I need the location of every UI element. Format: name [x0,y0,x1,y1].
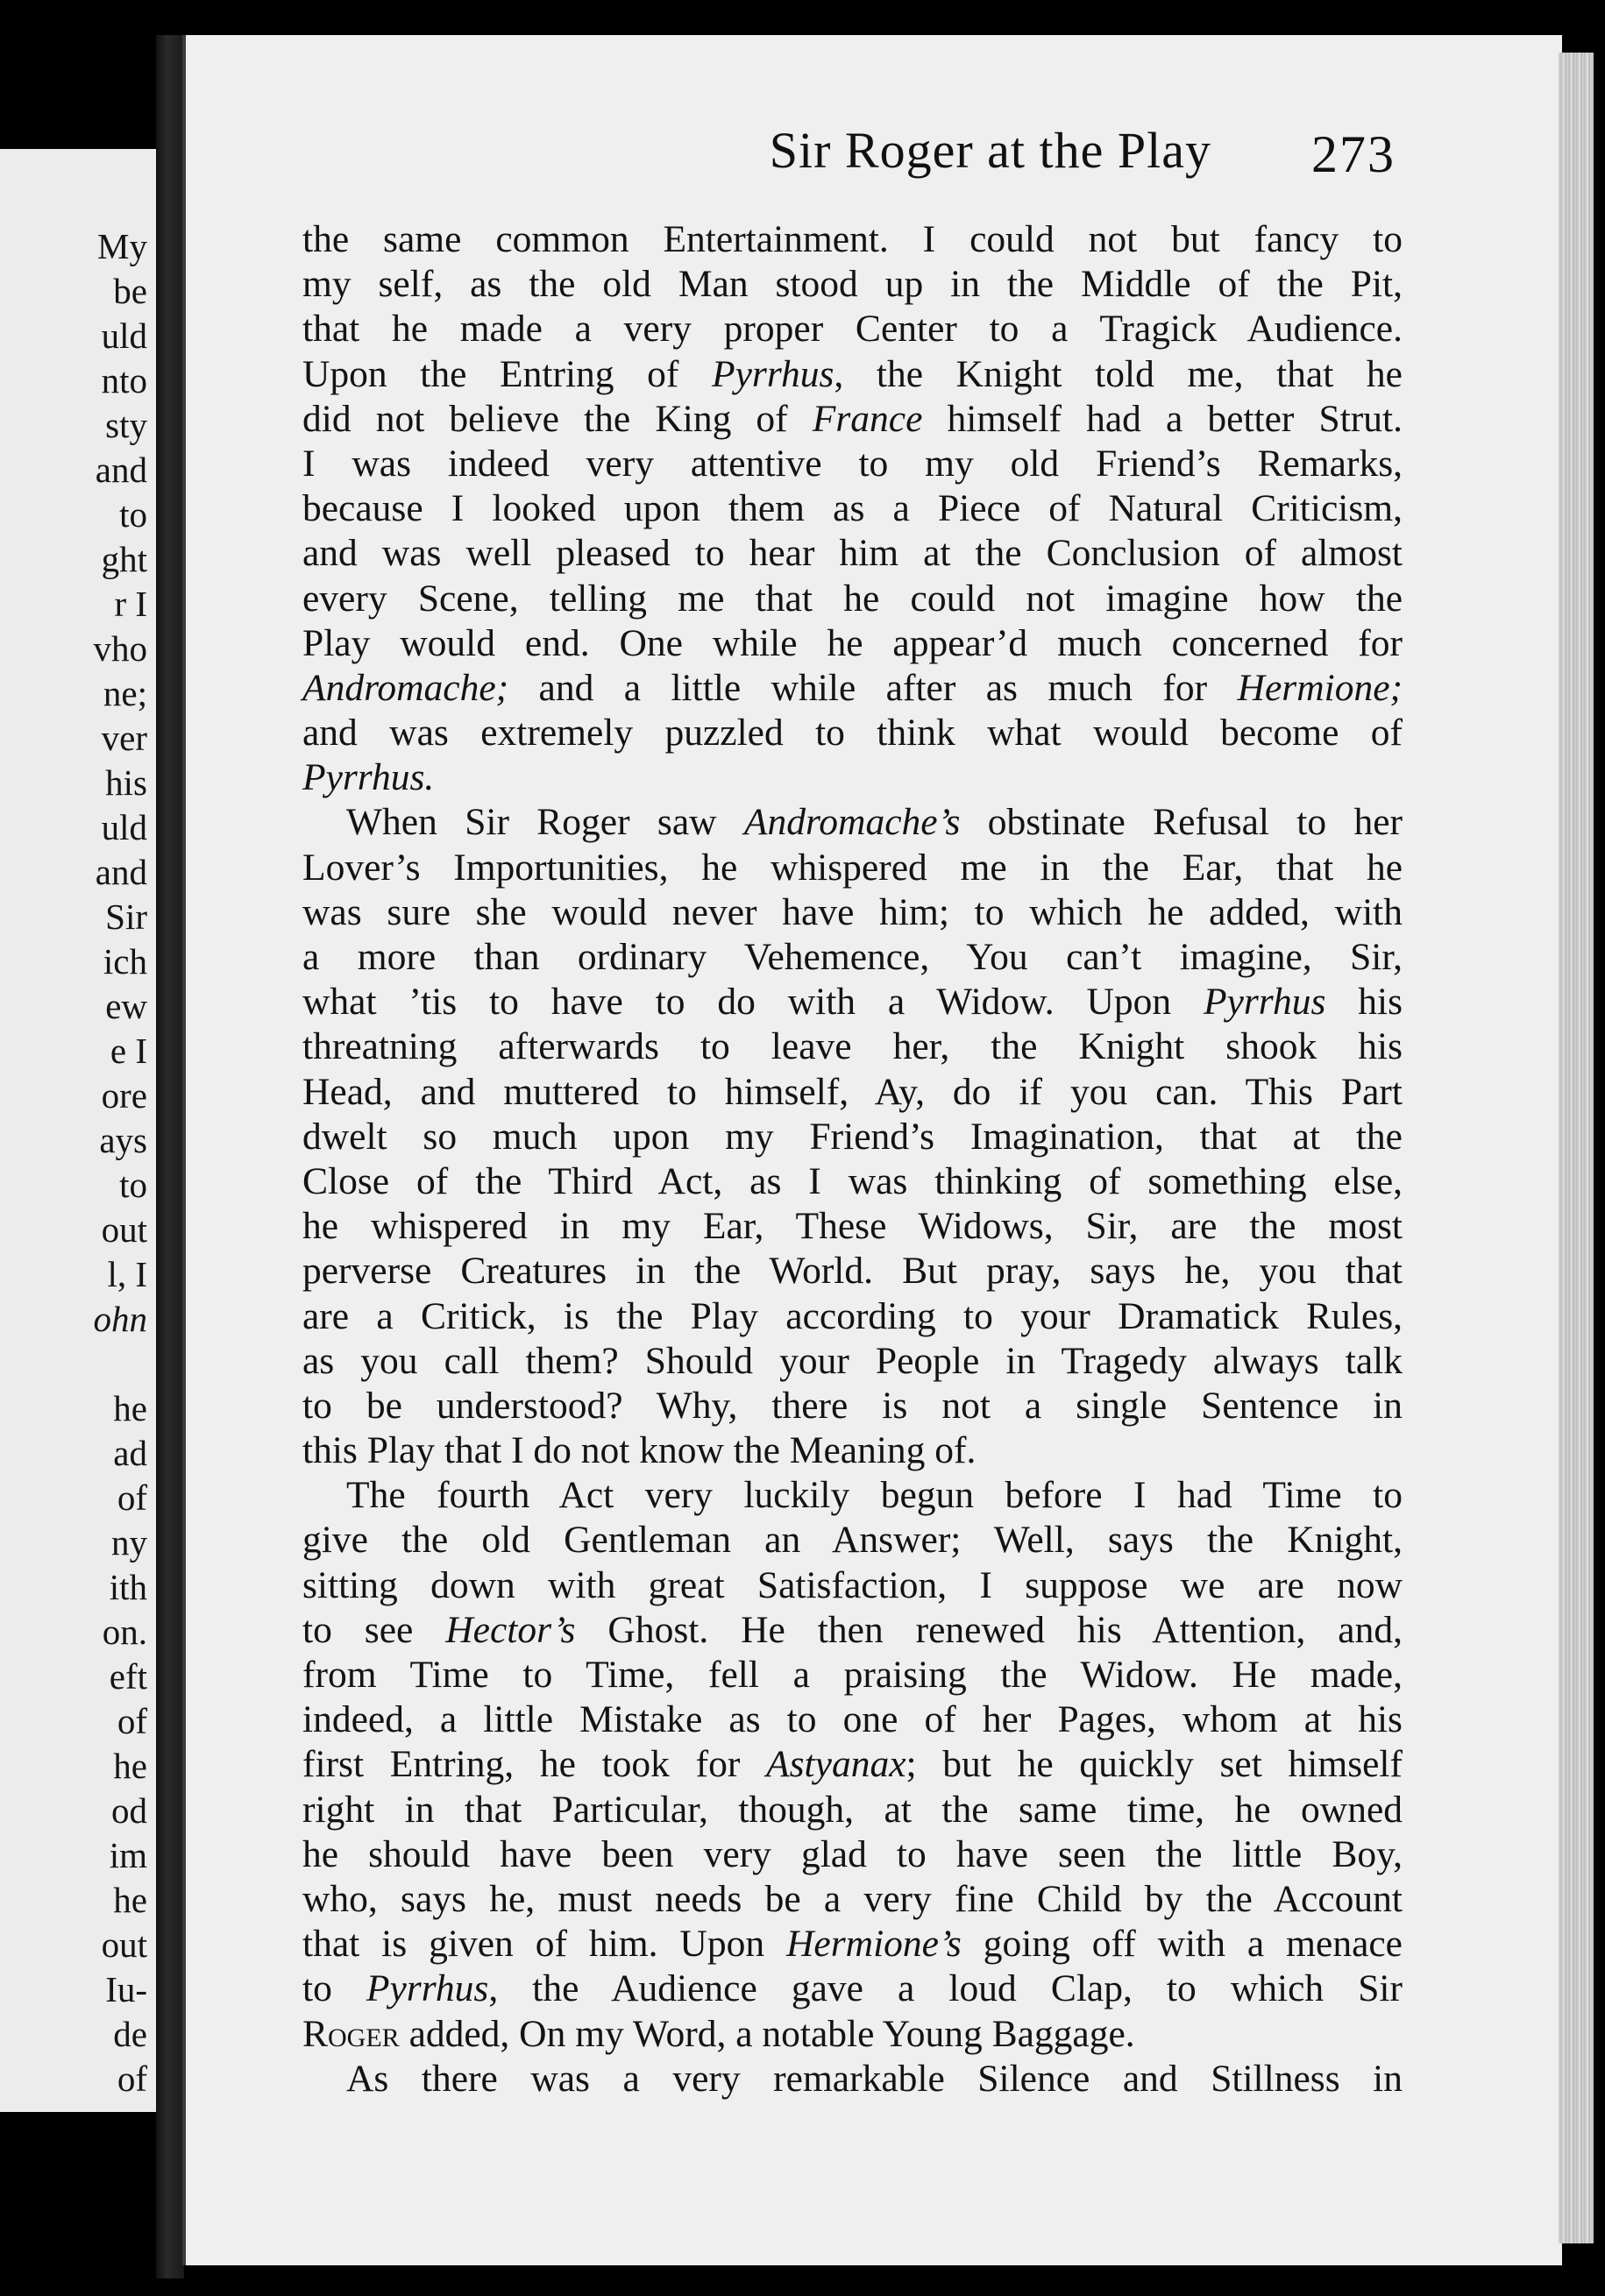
left-page-fragment: eft [109,1656,147,1697]
left-page-fragment: of [117,1478,147,1518]
italic-name: Hector’s [445,1608,576,1651]
left-page-fragment: nto [101,360,147,400]
left-page-fragment: of [117,2059,147,2099]
left-page-fragment: ore [101,1075,147,1116]
left-page-fragment: e I [110,1031,147,1071]
text-line: to be understood? Why, there is not a single Sentence in [302,1384,1403,1427]
text-line: Pyrrhus. [302,756,435,799]
text-run: obstinate Refusal to her [960,801,1403,844]
italic-name: Astyanax [766,1743,906,1786]
text-run: and a little while after as much for [508,666,1238,709]
text-line: that he made a very proper Center to a Tragick Audience. [302,308,1403,351]
left-page-fragment: Iu- [105,1969,147,2009]
text-line: as you call them? Should your People in Tragedy always talk [302,1339,1403,1382]
text-run: Ghost. He then renewed his Attention, and, [575,1608,1403,1651]
left-page-fragment: out [101,1924,147,1965]
text-line: indeed, a little Mistake as to one of her Pages, whom at his [302,1698,1403,1741]
left-page-fragment: My [97,226,147,266]
text-run: his [1325,981,1403,1024]
left-page-fragment: out [101,1209,147,1250]
text-line: every Scene, telling me that he could not imagine how the [302,577,1403,620]
left-page-fragment [7,1342,147,1386]
page-number: 273 [1311,125,1395,183]
left-page-fragment: he [113,1388,147,1428]
running-title: Sir Roger at the Play [769,122,1211,179]
italic-name: Andromache; [302,666,509,709]
left-page-fragment: of [117,1701,147,1741]
left-page-fragment: ad [113,1433,147,1473]
italic-name: Andromache’s [743,801,961,844]
text-line: the same common Entertainment. I could not but fancy to [302,218,1403,260]
text-run: to [302,1967,366,2010]
text-line: from Time to Time, fell a praising the Widow. He made, [302,1654,1403,1696]
left-page-fragment: ohn [93,1299,147,1339]
left-facing-page [0,149,159,2112]
book-gutter [156,35,184,2278]
text-line: and was well pleased to hear him at the Conclusion of almost [302,532,1403,575]
text-line: threatning afterwards to leave her, the Knight shook his [302,1025,1403,1068]
left-page-fragment: ver [101,718,147,758]
left-page-fragment: on. [102,1612,147,1652]
text-line: he whispered in my Ear, These Widows, Sir, are the most [302,1205,1403,1248]
left-page-fragment: sty [105,405,147,445]
text-run: When Sir Roger saw [346,801,744,844]
left-page-fragment: uld [101,807,147,847]
text-line: Play would end. One while he appear’d much concerned for [302,621,1403,664]
left-page-fragment: ne; [103,673,147,713]
text-line: who, says he, must needs be a very fine Child by the Account [302,1877,1403,1920]
left-page-fragment: ays [99,1120,147,1160]
text-run: , the Audience gave a loud Clap, to which Sir [488,1967,1403,2010]
text-line [302,666,1403,711]
text-line [302,980,1403,1024]
text-run: ; but he quickly set himself [905,1743,1403,1786]
text-run: going off with a menace [961,1923,1403,1966]
text-run: Upon the Entring of [302,352,713,395]
text-line: Close of the Third Act, as I was thinking of something else, [302,1159,1403,1202]
italic-name: Pyrrhus [1204,981,1326,1024]
text-line [302,1608,1403,1653]
text-line [302,1742,1403,1787]
italic-name: Pyrrhus [712,352,834,395]
left-page-fragment: ew [105,986,147,1026]
text-run: to see [302,1608,446,1651]
italic-name: France [812,397,923,440]
text-line: my self, as the old Man stood up in the Middle of the Pit, [302,263,1403,306]
text-run: first Entring, he took for [302,1743,767,1786]
left-page-fragment: ich [103,941,147,981]
text-line: right in that Particular, though, at the same time, he owned [302,1788,1403,1831]
italic-name: Hermione; [1237,666,1403,709]
text-line: The fourth Act very luckily begun before I had Time to [346,1474,1403,1517]
text-line: I was indeed very attentive to my old Friend’s Remarks, [302,442,1403,485]
text-run: what ’tis to have to do with a Widow. Upon [302,981,1204,1024]
text-line: sitting down with great Satisfaction, I suppose we are now [302,1563,1403,1606]
text-line [302,352,1403,397]
left-page-fragment: ght [101,539,147,579]
small-caps-name: Roger [302,2012,400,2055]
left-page-fragment: his [105,762,147,803]
left-page-fragment: and [95,852,147,892]
left-page-fragment: r I [114,584,147,624]
text-line: perverse Creatures in the World. But pray, says he, you that [302,1250,1403,1293]
text-run: himself had a better Strut. [922,397,1403,440]
left-page-fragment: ny [111,1522,147,1563]
text-line: was sure she would never have him; to which he added, with [302,890,1403,933]
left-page-fragment: Sir [105,896,147,937]
left-page-fragment: l, I [107,1254,147,1294]
running-head [186,121,1395,200]
text-run: , the Knight told me, that he [834,352,1403,395]
text-line: a more than ordinary Vehemence, You can’t imagine, Sir, [302,936,1403,978]
text-line: because I looked upon them as a Piece of Natural Criticism, [302,487,1403,530]
text-line: Lover’s Importunities, he whispered me in the Ear, that he [302,846,1403,889]
text-run: that is given of him. Upon [302,1923,787,1966]
text-line: this Play that I do not know the Meaning of. [302,1429,976,1472]
left-page-fragment: and [95,450,147,490]
italic-name: Pyrrhus [366,1967,489,2010]
left-page-fragment: de [113,2014,147,2054]
text-line: and was extremely puzzled to think what would become of [302,712,1403,755]
text-line: As there was a very remarkable Silence and Stillness in [346,2057,1403,2100]
left-page-fragment: he [113,1880,147,1920]
left-page-fragment: uld [101,315,147,356]
body-text [302,217,1403,2101]
left-page-fragment: im [109,1835,147,1875]
italic-name: Hermione’s [786,1923,962,1966]
text-line: are a Critick, is the Play according to your Dramatick Rules, [302,1294,1403,1337]
left-page-fragment: to [119,494,147,535]
left-page-fragment: be [113,271,147,311]
text-line: Head, and muttered to himself, Ay, do if you can. This Part [302,1070,1403,1113]
page-edges [1559,53,1594,2243]
text-line [302,1922,1403,1966]
text-run: added, On my Word, a notable Young Baggage. [399,2012,1135,2055]
text-line [302,1966,1403,2011]
text-line [302,397,1403,442]
left-page-fragment: he [113,1746,147,1786]
text-line: he should have been very glad to have seen the little Boy, [302,1832,1403,1875]
left-page-text-fragments [7,224,147,2101]
left-page-fragment: ith [109,1567,147,1607]
text-run: did not believe the King of [302,397,813,440]
book-page [182,35,1562,2265]
left-page-fragment: vho [93,628,147,669]
text-line: dwelt so much upon my Friend’s Imagination, that at the [302,1115,1403,1158]
left-page-fragment: od [111,1790,147,1831]
text-line: give the old Gentleman an Answer; Well, says the Knight, [302,1519,1403,1562]
text-line [302,2012,1403,2057]
left-page-fragment: to [119,1165,147,1205]
text-line [302,800,1403,845]
